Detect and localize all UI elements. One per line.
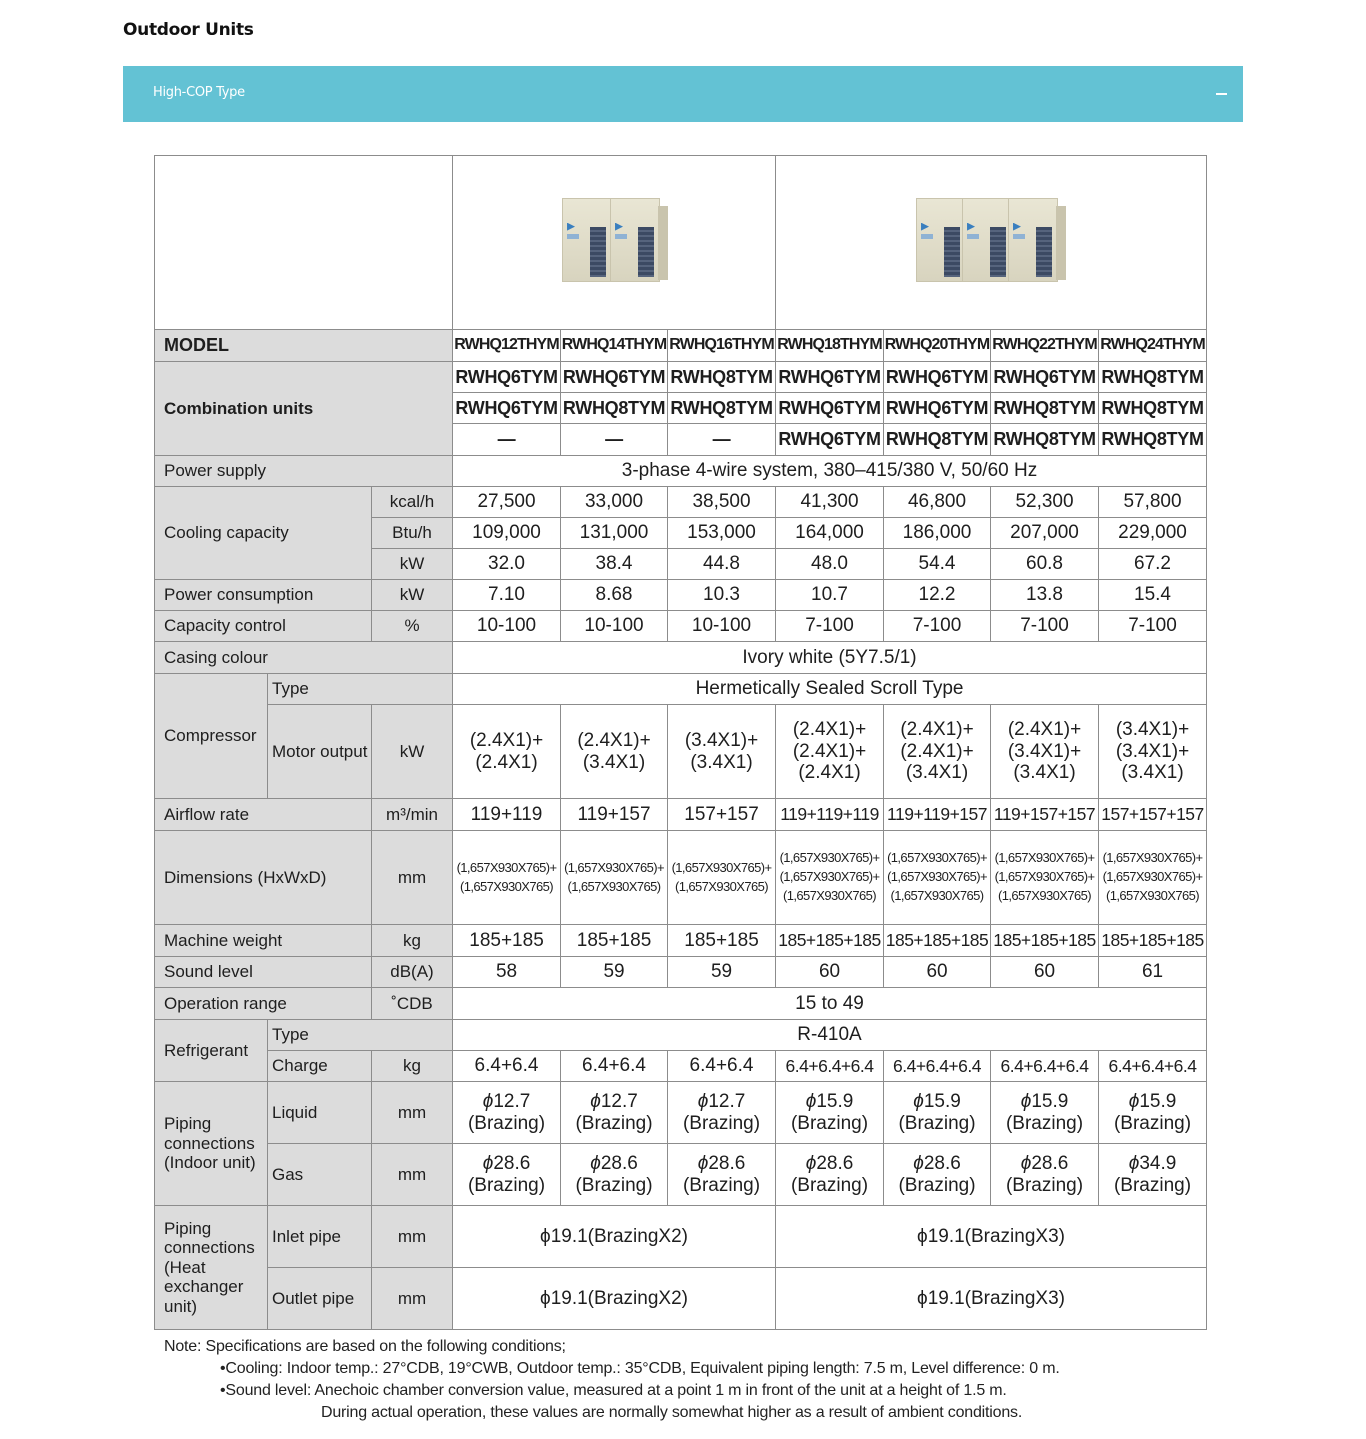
value-cell: 33,000 (561, 487, 668, 518)
value-cell: 61 (1099, 957, 1207, 988)
unit-cell: kW (372, 549, 453, 580)
value-cell: 185+185+185 (776, 925, 884, 957)
model-label: MODEL (155, 330, 453, 362)
combo-cell: RWHQ8TYM (1099, 393, 1207, 424)
combo-cell: — (561, 424, 668, 456)
dimensions-cell: (1,657X930X765)+ (1,657X930X765)+ (1,657X930X765) (776, 831, 884, 925)
outlet-pipe-label: Outlet pipe (268, 1268, 372, 1330)
unit-cell: % (372, 611, 453, 642)
value-cell: 10.7 (776, 580, 884, 611)
cooling-capacity-label: Cooling capacity (155, 487, 372, 580)
model-cell: RWHQ14THYM (561, 330, 668, 362)
value-cell: 60 (884, 957, 991, 988)
value-cell: 15.4 (1099, 580, 1207, 611)
combo-cell: RWHQ8TYM (1099, 424, 1207, 456)
value-cell: 32.0 (453, 549, 561, 580)
unit-cell: ˚CDB (372, 988, 453, 1020)
outdoor-unit-3module-image (916, 192, 1066, 288)
outdoor-unit-2module-image (562, 192, 666, 288)
value-cell: 57,800 (1099, 487, 1207, 518)
value-cell: 119+157+157 (991, 799, 1099, 831)
note-sound-continued: During actual operation, these values are normally somewhat higher as a result of ambient conditions. (321, 1404, 1023, 1421)
model-cell: RWHQ18THYM (776, 330, 884, 362)
dimensions-cell: (1,657X930X765)+ (1,657X930X765)+ (1,657X930X765) (991, 831, 1099, 925)
value-cell: 10-100 (453, 611, 561, 642)
value-cell: 186,000 (884, 518, 991, 549)
spec-table (154, 155, 1207, 1330)
motor-output-cell: (2.4X1)+ (2.4X1) (453, 705, 561, 799)
value-cell: 38.4 (561, 549, 668, 580)
model-cell: RWHQ24THYM (1099, 330, 1207, 362)
motor-output-cell: (3.4X1)+ (3.4X1)+ (3.4X1) (1099, 705, 1207, 799)
value-cell: 153,000 (668, 518, 776, 549)
power-supply-value: 3-phase 4-wire system, 380–415/380 V, 50/60 Hz (453, 456, 1207, 487)
combo-cell: RWHQ6TYM (453, 362, 561, 393)
value-cell: 185+185+185 (1099, 925, 1207, 957)
inlet-pipe-label: Inlet pipe (268, 1206, 372, 1268)
combo-cell: — (668, 424, 776, 456)
combo-cell: RWHQ6TYM (561, 362, 668, 393)
operation-range-value: 15 to 49 (453, 988, 1207, 1020)
motor-output-cell: (2.4X1)+ (2.4X1)+ (2.4X1) (776, 705, 884, 799)
value-cell: 10-100 (561, 611, 668, 642)
value-cell: 59 (668, 957, 776, 988)
value-cell: 7-100 (776, 611, 884, 642)
combo-cell: RWHQ6TYM (776, 424, 884, 456)
value-cell: 7-100 (1099, 611, 1207, 642)
note-cooling: •Cooling: Indoor temp.: 27°CDB, 19°CWB, Outdoor temp.: 35°CDB, Equivalent piping length: 7.5 m, Level difference: 0 m. (220, 1360, 1060, 1377)
value-cell: 185+185+185 (991, 925, 1099, 957)
value-cell: 185+185 (561, 925, 668, 957)
combo-cell: RWHQ8TYM (991, 424, 1099, 456)
value-cell: 59 (561, 957, 668, 988)
value-cell: 41,300 (776, 487, 884, 518)
value-cell: 13.8 (991, 580, 1099, 611)
value-cell: 119+119 (453, 799, 561, 831)
value-cell: 7.10 (453, 580, 561, 611)
unit-cell: mm (372, 1206, 453, 1268)
combo-cell: RWHQ6TYM (776, 362, 884, 393)
unit-cell: mm (372, 1144, 453, 1206)
gas-cell: ϕ28.6 (Brazing) (776, 1144, 884, 1206)
value-cell: 46,800 (884, 487, 991, 518)
value-cell: 6.4+6.4+6.4 (776, 1051, 884, 1082)
compressor-label: Compressor (155, 674, 268, 799)
combo-cell: RWHQ6TYM (776, 393, 884, 424)
model-cell: RWHQ20THYM (884, 330, 991, 362)
unit-cell: m³/min (372, 799, 453, 831)
value-cell: 12.2 (884, 580, 991, 611)
liquid-cell: ϕ12.7 (Brazing) (561, 1082, 668, 1144)
combo-cell: RWHQ8TYM (668, 362, 776, 393)
gas-label: Gas (268, 1144, 372, 1206)
gas-cell: ϕ28.6 (Brazing) (991, 1144, 1099, 1206)
compressor-type-label: Type (268, 674, 453, 705)
unit-cell: Btu/h (372, 518, 453, 549)
value-cell: 58 (453, 957, 561, 988)
power-consumption-label: Power consumption (155, 580, 372, 611)
value-cell: 157+157+157 (1099, 799, 1207, 831)
unit-cell: kW (372, 705, 453, 799)
value-cell: 6.4+6.4 (561, 1051, 668, 1082)
unit-cell: dB(A) (372, 957, 453, 988)
refrigerant-charge-label: Charge (268, 1051, 372, 1082)
value-cell: 229,000 (1099, 518, 1207, 549)
note-heading: Note: Specifications are based on the following conditions; (164, 1338, 566, 1355)
motor-output-cell: (3.4X1)+ (3.4X1) (668, 705, 776, 799)
unit-image-2module-cell (453, 156, 776, 330)
outlet-pipe-3unit-value: ϕ19.1(BrazingX3) (776, 1268, 1207, 1330)
unit-cell: kg (372, 925, 453, 957)
dimensions-label: Dimensions (HxWxD) (155, 831, 372, 925)
value-cell: 60 (776, 957, 884, 988)
casing-colour-value: Ivory white (5Y7.5/1) (453, 642, 1207, 674)
combo-cell: RWHQ8TYM (991, 393, 1099, 424)
unit-cell: mm (372, 831, 453, 925)
power-supply-label: Power supply (155, 456, 453, 487)
dimensions-cell: (1,657X930X765)+ (1,657X930X765)+ (1,657X930X765) (1099, 831, 1207, 925)
value-cell: 27,500 (453, 487, 561, 518)
dimensions-cell: (1,657X930X765)+ (1,657X930X765)+ (1,657X930X765) (884, 831, 991, 925)
unit-cell: mm (372, 1268, 453, 1330)
value-cell: 131,000 (561, 518, 668, 549)
value-cell: 38,500 (668, 487, 776, 518)
motor-output-label: Motor output (268, 705, 372, 799)
combo-cell: RWHQ8TYM (561, 393, 668, 424)
note-sound: •Sound level: Anechoic chamber conversion value, measured at a point 1 m in front of the unit at a height of 1.5 m. (220, 1382, 1007, 1399)
value-cell: 7-100 (991, 611, 1099, 642)
unit-cell: kg (372, 1051, 453, 1082)
accordion-title: High-COP Type (153, 85, 245, 100)
value-cell: 6.4+6.4 (453, 1051, 561, 1082)
refrigerant-type-value: R-410A (453, 1020, 1207, 1051)
value-cell: 207,000 (991, 518, 1099, 549)
liquid-cell: ϕ15.9 (Brazing) (991, 1082, 1099, 1144)
capacity-control-label: Capacity control (155, 611, 372, 642)
combo-cell: — (453, 424, 561, 456)
dimensions-cell: (1,657X930X765)+ (1,657X930X765) (561, 831, 668, 925)
value-cell: 10.3 (668, 580, 776, 611)
machine-weight-label: Machine weight (155, 925, 372, 957)
unit-cell: mm (372, 1082, 453, 1144)
combo-cell: RWHQ6TYM (884, 393, 991, 424)
inlet-pipe-2unit-value: ϕ19.1(BrazingX2) (453, 1206, 776, 1268)
liquid-cell: ϕ12.7 (Brazing) (668, 1082, 776, 1144)
page-title: Outdoor Units (123, 20, 254, 40)
value-cell: 44.8 (668, 549, 776, 580)
value-cell: 164,000 (776, 518, 884, 549)
value-cell: 157+157 (668, 799, 776, 831)
motor-output-cell: (2.4X1)+ (3.4X1) (561, 705, 668, 799)
model-cell: RWHQ16THYM (668, 330, 776, 362)
value-cell: 54.4 (884, 549, 991, 580)
combination-units-label: Combination units (155, 362, 453, 456)
value-cell: 119+119+119 (776, 799, 884, 831)
combo-cell: RWHQ6TYM (884, 362, 991, 393)
value-cell: 185+185 (453, 925, 561, 957)
motor-output-cell: (2.4X1)+ (2.4X1)+ (3.4X1) (884, 705, 991, 799)
gas-cell: ϕ28.6 (Brazing) (884, 1144, 991, 1206)
dimensions-cell: (1,657X930X765)+ (1,657X930X765) (668, 831, 776, 925)
sound-level-label: Sound level (155, 957, 372, 988)
value-cell: 52,300 (991, 487, 1099, 518)
dimensions-cell: (1,657X930X765)+ (1,657X930X765) (453, 831, 561, 925)
spec-note (164, 1336, 1060, 1424)
minus-icon[interactable] (1216, 93, 1227, 95)
inlet-pipe-3unit-value: ϕ19.1(BrazingX3) (776, 1206, 1207, 1268)
accordion-high-cop-type[interactable] (123, 66, 1243, 122)
gas-cell: ϕ28.6 (Brazing) (668, 1144, 776, 1206)
value-cell: 7-100 (884, 611, 991, 642)
unit-image-3module-cell (776, 156, 1207, 330)
unit-cell: kcal/h (372, 487, 453, 518)
combo-cell: RWHQ8TYM (884, 424, 991, 456)
motor-output-cell: (2.4X1)+ (3.4X1)+ (3.4X1) (991, 705, 1099, 799)
value-cell: 67.2 (1099, 549, 1207, 580)
value-cell: 6.4+6.4+6.4 (884, 1051, 991, 1082)
value-cell: 185+185+185 (884, 925, 991, 957)
gas-cell: ϕ34.9 (Brazing) (1099, 1144, 1207, 1206)
value-cell: 185+185 (668, 925, 776, 957)
liquid-cell: ϕ15.9 (Brazing) (1099, 1082, 1207, 1144)
airflow-rate-label: Airflow rate (155, 799, 372, 831)
gas-cell: ϕ28.6 (Brazing) (453, 1144, 561, 1206)
liquid-cell: ϕ15.9 (Brazing) (776, 1082, 884, 1144)
value-cell: 109,000 (453, 518, 561, 549)
value-cell: 10-100 (668, 611, 776, 642)
value-cell: 119+119+157 (884, 799, 991, 831)
combo-cell: RWHQ8TYM (668, 393, 776, 424)
operation-range-label: Operation range (155, 988, 372, 1020)
casing-colour-label: Casing colour (155, 642, 453, 674)
value-cell: 8.68 (561, 580, 668, 611)
compressor-type-value: Hermetically Sealed Scroll Type (453, 674, 1207, 705)
liquid-cell: ϕ12.7 (Brazing) (453, 1082, 561, 1144)
combo-cell: RWHQ6TYM (991, 362, 1099, 393)
liquid-cell: ϕ15.9 (Brazing) (884, 1082, 991, 1144)
model-cell: RWHQ22THYM (991, 330, 1099, 362)
value-cell: 6.4+6.4 (668, 1051, 776, 1082)
refrigerant-label: Refrigerant (155, 1020, 268, 1082)
value-cell: 6.4+6.4+6.4 (1099, 1051, 1207, 1082)
value-cell: 48.0 (776, 549, 884, 580)
outlet-pipe-2unit-value: ϕ19.1(BrazingX2) (453, 1268, 776, 1330)
unit-cell: kW (372, 580, 453, 611)
combo-cell: RWHQ6TYM (453, 393, 561, 424)
value-cell: 6.4+6.4+6.4 (991, 1051, 1099, 1082)
piping-hx-label: Piping connections (Heat exchanger unit) (155, 1206, 268, 1330)
value-cell: 119+157 (561, 799, 668, 831)
value-cell: 60 (991, 957, 1099, 988)
model-cell: RWHQ12THYM (453, 330, 561, 362)
refrigerant-type-label: Type (268, 1020, 453, 1051)
liquid-label: Liquid (268, 1082, 372, 1144)
combo-cell: RWHQ8TYM (1099, 362, 1207, 393)
value-cell: 60.8 (991, 549, 1099, 580)
gas-cell: ϕ28.6 (Brazing) (561, 1144, 668, 1206)
blank-header-cell (155, 156, 453, 330)
piping-indoor-label: Piping connections (Indoor unit) (155, 1082, 268, 1206)
